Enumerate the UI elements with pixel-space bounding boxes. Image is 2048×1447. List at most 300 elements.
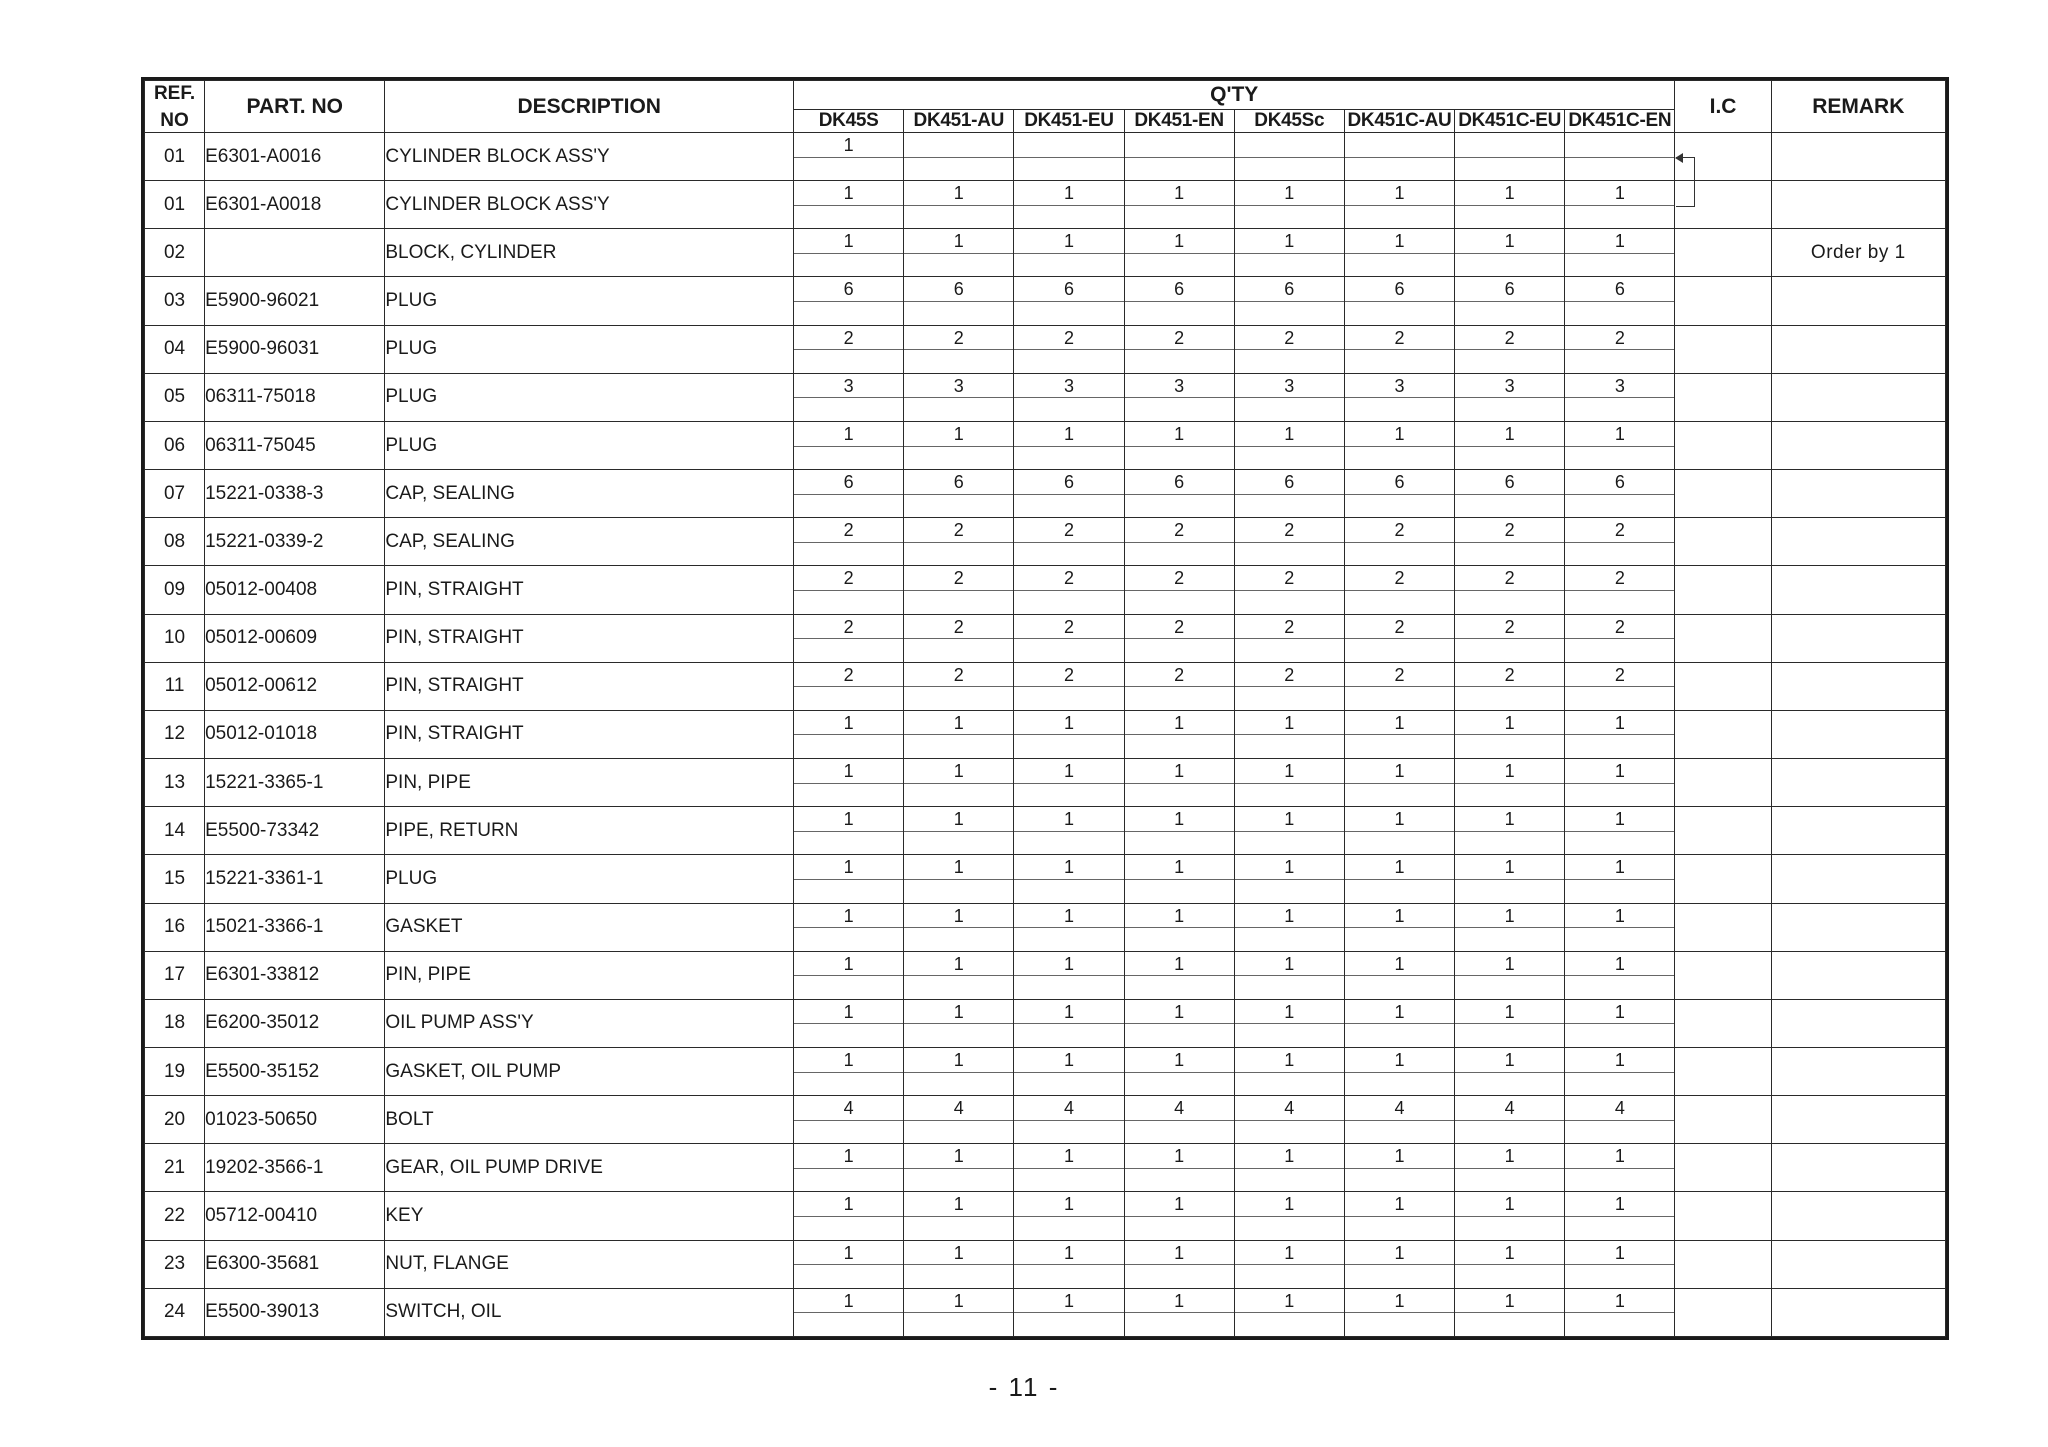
qty-cell (1234, 1047, 1344, 1095)
table-row (145, 373, 1946, 421)
qty-value: 1 (843, 1146, 854, 1167)
qty-divider-line (904, 734, 1013, 735)
qty-value: 1 (1504, 712, 1515, 733)
qty-divider-line (1455, 1312, 1564, 1313)
qty-divider-line (1235, 879, 1344, 880)
qty-divider-line (1235, 253, 1344, 254)
qty-divider-line (1125, 494, 1234, 495)
qty-value: 1 (1284, 1194, 1295, 1215)
description-cell: CYLINDER BLOCK ASS'Y (385, 133, 794, 181)
qty-value: 1 (1174, 1290, 1185, 1311)
qty-cell (1234, 951, 1344, 999)
qty-divider-line (1125, 975, 1234, 976)
table-row (145, 855, 1946, 903)
qty-value: 1 (1284, 1290, 1295, 1311)
qty-divider-line (1345, 1072, 1454, 1073)
qty-value: 1 (953, 1290, 964, 1311)
qty-cell (1565, 1192, 1675, 1240)
qty-cell (904, 1144, 1014, 1192)
qty-value: 2 (843, 616, 854, 637)
qty-cell (1455, 229, 1565, 277)
description-cell: GASKET, OIL PUMP (385, 1047, 794, 1095)
qty-divider-line (1565, 686, 1674, 687)
remark-cell (1771, 133, 1945, 181)
qty-value: 2 (1284, 327, 1295, 348)
qty-value: 2 (1284, 568, 1295, 589)
qty-divider-line (1014, 590, 1123, 591)
qty-value: 6 (1394, 279, 1405, 300)
table-row (145, 710, 1946, 758)
description-cell: SWITCH, OIL (385, 1288, 794, 1336)
qty-value: 1 (843, 712, 854, 733)
qty-value: 1 (1504, 1049, 1515, 1070)
qty-divider-line (1125, 1216, 1234, 1217)
qty-cell (1014, 518, 1124, 566)
qty-cell (794, 759, 904, 807)
qty-value: 1 (1394, 183, 1405, 204)
qty-value: 1 (1063, 857, 1074, 878)
qty-cell (1455, 133, 1565, 181)
ref-no-cell: 20 (145, 1096, 205, 1144)
qty-divider-line (1125, 1264, 1234, 1265)
remark-cell (1771, 903, 1945, 951)
description-cell: NUT, FLANGE (385, 1240, 794, 1288)
qty-cell (1455, 181, 1565, 229)
ic-cell (1675, 710, 1771, 758)
part-no-cell: 06311-75045 (205, 421, 385, 469)
qty-value: 6 (1614, 279, 1625, 300)
qty-value: 2 (1063, 616, 1074, 637)
qty-divider-line (1235, 397, 1344, 398)
qty-divider-line (904, 301, 1013, 302)
qty-cell (1014, 181, 1124, 229)
qty-value: 1 (953, 761, 964, 782)
qty-value: 1 (1504, 905, 1515, 926)
qty-value: 1 (1284, 953, 1295, 974)
ic-cell (1675, 807, 1771, 855)
qty-divider-line (794, 1216, 903, 1217)
qty-divider-line (1455, 1072, 1564, 1073)
qty-value: 3 (953, 375, 964, 396)
qty-value: 1 (1614, 953, 1625, 974)
qty-divider-line (794, 205, 903, 206)
qty-divider-line (1455, 1120, 1564, 1121)
qty-cell (1344, 229, 1454, 277)
qty-divider-line (904, 831, 1013, 832)
qty-cell (1234, 662, 1344, 710)
qty-cell (1565, 566, 1675, 614)
qty-cell (1565, 759, 1675, 807)
table-row (145, 903, 1946, 951)
ic-cell (1675, 1288, 1771, 1336)
qty-cell (794, 1192, 904, 1240)
qty-value: 1 (1614, 1242, 1625, 1263)
qty-value: 4 (843, 1098, 854, 1119)
qty-divider-line (794, 1168, 903, 1169)
qty-divider-line (1565, 975, 1674, 976)
qty-divider-line (1125, 590, 1234, 591)
description-cell: PLUG (385, 277, 794, 325)
qty-value: 2 (1284, 520, 1295, 541)
qty-divider-line (1565, 253, 1674, 254)
qty-cell (904, 710, 1014, 758)
qty-cell (1124, 855, 1234, 903)
page-number: - 11 - (988, 1372, 1060, 1402)
qty-divider-line (1455, 638, 1564, 639)
qty-cell (1014, 1096, 1124, 1144)
qty-divider-line (1125, 446, 1234, 447)
qty-cell (1565, 951, 1675, 999)
qty-divider-line (1235, 494, 1344, 495)
qty-divider-line (1565, 783, 1674, 784)
part-no-cell: 01023-50650 (205, 1096, 385, 1144)
qty-divider-line (794, 1072, 903, 1073)
qty-cell (1344, 373, 1454, 421)
qty-divider-line (1455, 446, 1564, 447)
qty-divider-line (1345, 975, 1454, 976)
qty-divider-line (1345, 831, 1454, 832)
ref-no-cell: 16 (145, 903, 205, 951)
part-no-cell: 05012-01018 (205, 710, 385, 758)
qty-cell (1014, 807, 1124, 855)
qty-divider-line (1345, 879, 1454, 880)
qty-value: 2 (1394, 568, 1405, 589)
qty-cell (1124, 421, 1234, 469)
qty-divider-line (1235, 831, 1344, 832)
qty-divider-line (1125, 1168, 1234, 1169)
qty-value: 6 (843, 472, 854, 493)
remark-cell (1771, 1047, 1945, 1095)
qty-value: 1 (1063, 809, 1074, 830)
qty-divider-line (1345, 397, 1454, 398)
qty-value: 1 (843, 1194, 854, 1215)
ic-cell (1675, 1192, 1771, 1240)
qty-value: 4 (1394, 1098, 1405, 1119)
qty-cell (1344, 566, 1454, 614)
qty-cell (904, 759, 1014, 807)
qty-divider-line (1014, 1216, 1123, 1217)
qty-value: 1 (1063, 1001, 1074, 1022)
qty-cell (1344, 855, 1454, 903)
ref-no-cell: 04 (145, 325, 205, 373)
qty-cell (1014, 1240, 1124, 1288)
qty-divider-line (1125, 1120, 1234, 1121)
qty-cell (1014, 133, 1124, 181)
qty-divider-line (904, 1216, 1013, 1217)
qty-value: 2 (843, 520, 854, 541)
qty-cell (904, 325, 1014, 373)
model-header-dk451c-eu: DK451C-EU (1455, 110, 1565, 133)
qty-divider-line (1345, 253, 1454, 254)
qty-value: 1 (1614, 1049, 1625, 1070)
qty-cell (1124, 1047, 1234, 1095)
qty-cell (1344, 1096, 1454, 1144)
qty-divider-line (904, 253, 1013, 254)
qty-divider-line (1014, 879, 1123, 880)
qty-divider-line (1014, 205, 1123, 206)
qty-cell (1124, 614, 1234, 662)
ref-no-header-top: REF. (153, 83, 196, 104)
model-header-dk45sc: DK45Sc (1234, 110, 1344, 133)
qty-value: 2 (1174, 327, 1185, 348)
qty-value: 3 (1174, 375, 1185, 396)
qty-cell (794, 1240, 904, 1288)
qty-divider-line (904, 686, 1013, 687)
qty-divider-line (1014, 494, 1123, 495)
qty-value: 6 (1174, 472, 1185, 493)
qty-cell (1344, 710, 1454, 758)
ref-no-cell: 02 (145, 229, 205, 277)
qty-divider-line (1565, 1168, 1674, 1169)
qty-cell (1124, 1240, 1234, 1288)
part-no-cell: E5500-73342 (205, 807, 385, 855)
remark-cell (1771, 855, 1945, 903)
ref-no-cell: 18 (145, 999, 205, 1047)
ic-cell (1675, 903, 1771, 951)
qty-divider-line (1455, 542, 1564, 543)
qty-value: 1 (1174, 1194, 1185, 1215)
remark-cell (1771, 614, 1945, 662)
qty-divider-line (1345, 157, 1454, 158)
qty-cell (1014, 1288, 1124, 1336)
qty-divider-line (1235, 1023, 1344, 1024)
part-no-cell: 15221-0339-2 (205, 518, 385, 566)
qty-divider-line (1565, 494, 1674, 495)
qty-divider-line (1565, 590, 1674, 591)
ref-no-cell: 22 (145, 1192, 205, 1240)
qty-value: 1 (1174, 1049, 1185, 1070)
qty-divider-line (1235, 1168, 1344, 1169)
description-cell: CAP, SEALING (385, 518, 794, 566)
qty-cell (1234, 229, 1344, 277)
qty-cell (1455, 566, 1565, 614)
qty-value: 1 (1063, 1146, 1074, 1167)
qty-cell (794, 710, 904, 758)
arrow-left-icon (1675, 153, 1683, 163)
table-row (145, 662, 1946, 710)
description-cell: GASKET (385, 903, 794, 951)
qty-divider-line (1455, 397, 1564, 398)
table-row (145, 1288, 1946, 1336)
qty-divider-line (1125, 734, 1234, 735)
qty-divider-line (1125, 1023, 1234, 1024)
ref-no-cell: 13 (145, 759, 205, 807)
qty-divider-line (1014, 446, 1123, 447)
ic-cell (1675, 518, 1771, 566)
qty-divider-line (794, 734, 903, 735)
remark-cell (1771, 999, 1945, 1047)
qty-divider-line (1345, 446, 1454, 447)
qty-divider-line (1565, 1264, 1674, 1265)
qty-cell (1014, 325, 1124, 373)
qty-value: 2 (1174, 664, 1185, 685)
model-header-dk451c-en: DK451C-EN (1565, 110, 1675, 133)
remark-cell (1771, 181, 1945, 229)
qty-divider-line (1455, 205, 1564, 206)
qty-divider-line (1345, 734, 1454, 735)
qty-divider-line (1014, 1168, 1123, 1169)
qty-value: 2 (1504, 616, 1515, 637)
qty-cell (1124, 1096, 1234, 1144)
qty-cell (1124, 1144, 1234, 1192)
qty-value: 1 (1614, 1194, 1625, 1215)
description-cell: OIL PUMP ASS'Y (385, 999, 794, 1047)
qty-cell (794, 325, 904, 373)
qty-cell (1565, 421, 1675, 469)
ref-no-cell: 10 (145, 614, 205, 662)
description-cell: PIN, PIPE (385, 759, 794, 807)
qty-value: 1 (843, 1290, 854, 1311)
qty-cell (794, 373, 904, 421)
qty-value: 1 (1504, 857, 1515, 878)
qty-cell (1124, 999, 1234, 1047)
ic-cell (1675, 421, 1771, 469)
qty-divider-line (1565, 638, 1674, 639)
ic-cell (1675, 566, 1771, 614)
qty-cell (1455, 855, 1565, 903)
qty-cell (1014, 277, 1124, 325)
qty-value: 1 (1063, 1242, 1074, 1263)
qty-divider-line (794, 446, 903, 447)
qty-cell (904, 614, 1014, 662)
qty-divider-line (1565, 831, 1674, 832)
qty-divider-line (904, 1120, 1013, 1121)
qty-cell (794, 903, 904, 951)
table-row (145, 1192, 1946, 1240)
qty-cell (1014, 710, 1124, 758)
qty-divider-line (1014, 638, 1123, 639)
model-header-dk451c-au: DK451C-AU (1344, 110, 1454, 133)
qty-divider-line (904, 1264, 1013, 1265)
ic-cell (1675, 1047, 1771, 1095)
qty-cell (1344, 421, 1454, 469)
qty-divider-line (1565, 1072, 1674, 1073)
qty-cell (1344, 1192, 1454, 1240)
qty-value: 1 (1504, 423, 1515, 444)
qty-divider-line (1345, 301, 1454, 302)
description-header: DESCRIPTION (385, 81, 794, 133)
qty-cell (1014, 1192, 1124, 1240)
qty-value: 1 (1504, 183, 1515, 204)
part-no-cell: 05012-00612 (205, 662, 385, 710)
qty-value: 1 (1063, 761, 1074, 782)
qty-divider-line (1014, 397, 1123, 398)
qty-divider-line (1455, 686, 1564, 687)
qty-divider-line (1345, 349, 1454, 350)
qty-divider-line (1235, 205, 1344, 206)
ic-cell (1675, 662, 1771, 710)
qty-value: 1 (1394, 231, 1405, 252)
table-row (145, 421, 1946, 469)
qty-value: 1 (843, 761, 854, 782)
qty-cell (1234, 421, 1344, 469)
qty-divider-line (1014, 542, 1123, 543)
qty-cell (1344, 277, 1454, 325)
part-no-cell: 05012-00609 (205, 614, 385, 662)
qty-cell (1344, 181, 1454, 229)
qty-divider-line (904, 975, 1013, 976)
qty-divider-line (1345, 494, 1454, 495)
part-no-cell: 05712-00410 (205, 1192, 385, 1240)
qty-value: 1 (843, 135, 854, 155)
qty-divider-line (1125, 879, 1234, 880)
ic-cell (1675, 133, 1771, 181)
description-cell: CAP, SEALING (385, 470, 794, 518)
qty-divider-line (794, 1264, 903, 1265)
qty-divider-line (1125, 253, 1234, 254)
qty-cell (1455, 1192, 1565, 1240)
qty-value: 3 (1063, 375, 1074, 396)
qty-cell (794, 807, 904, 855)
qty-value: 2 (1614, 568, 1625, 589)
table-row (145, 518, 1946, 566)
qty-divider-line (1235, 638, 1344, 639)
qty-cell (1565, 710, 1675, 758)
qty-value: 1 (1504, 1242, 1515, 1263)
qty-divider-line (1455, 301, 1564, 302)
qty-cell (1344, 518, 1454, 566)
qty-cell (1234, 710, 1344, 758)
qty-cell (1344, 999, 1454, 1047)
qty-divider-line (1345, 1312, 1454, 1313)
table-row (145, 133, 1946, 181)
qty-value: 2 (1284, 664, 1295, 685)
qty-divider-line (1565, 1312, 1674, 1313)
qty-cell (1455, 518, 1565, 566)
qty-divider-line (1565, 734, 1674, 735)
ref-no-cell: 11 (145, 662, 205, 710)
ref-no-cell: 01 (145, 181, 205, 229)
qty-cell (1565, 229, 1675, 277)
ref-no-header-bottom: NO (160, 110, 189, 131)
ref-no-header (145, 81, 205, 133)
qty-cell (1565, 855, 1675, 903)
qty-value: 1 (1614, 761, 1625, 782)
qty-cell (794, 662, 904, 710)
qty-divider-line (1345, 927, 1454, 928)
qty-divider-line (1014, 1072, 1123, 1073)
description-cell: PIN, STRAIGHT (385, 566, 794, 614)
qty-divider-line (1455, 975, 1564, 976)
description-cell: PLUG (385, 325, 794, 373)
qty-value: 6 (1394, 472, 1405, 493)
qty-divider-line (1235, 301, 1344, 302)
table-row (145, 1144, 1946, 1192)
qty-divider-line (1235, 446, 1344, 447)
qty-cell (1455, 470, 1565, 518)
qty-value: 1 (1394, 1290, 1405, 1311)
qty-value: 2 (843, 327, 854, 348)
qty-divider-line (1014, 253, 1123, 254)
qty-divider-line (794, 253, 903, 254)
qty-divider-line (1125, 638, 1234, 639)
qty-divider-line (1125, 783, 1234, 784)
qty-cell (794, 229, 904, 277)
qty-cell (1124, 566, 1234, 614)
qty-cell (1455, 1144, 1565, 1192)
qty-divider-line (904, 542, 1013, 543)
qty-divider-line (1345, 1216, 1454, 1217)
qty-value: 6 (1284, 279, 1295, 300)
qty-divider-line (1565, 879, 1674, 880)
ref-no-cell: 23 (145, 1240, 205, 1288)
qty-value: 1 (1174, 231, 1185, 252)
qty-value: 1 (1504, 1194, 1515, 1215)
ref-no-cell: 17 (145, 951, 205, 999)
part-no-cell: E6301-33812 (205, 951, 385, 999)
qty-divider-line (904, 879, 1013, 880)
qty-value: 1 (843, 953, 854, 974)
